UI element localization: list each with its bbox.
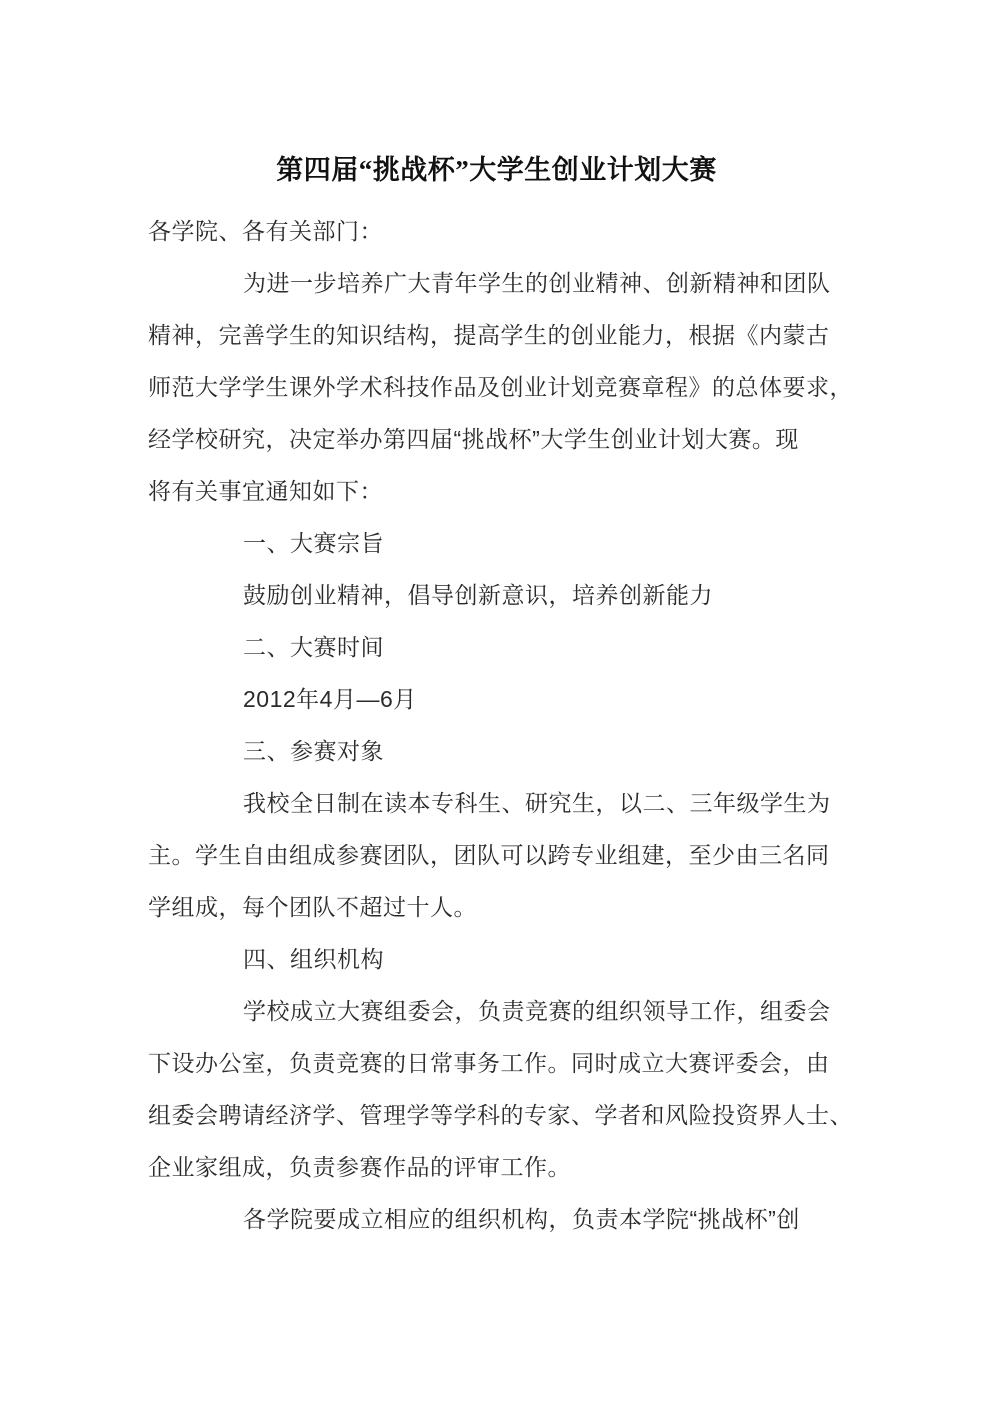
text-line: 组委会聘请经济学、管理学等学科的专家、学者和风险投资界人士、 <box>148 1102 853 1128</box>
section-heading-1: 一、大赛宗旨 <box>243 530 384 556</box>
text-line: 下设办公室，负责竞赛的日常事务工作。同时成立大赛评委会，由 <box>148 1050 830 1076</box>
text-line: 将有关事宜通知如下： <box>148 478 383 504</box>
text-line: 精神，完善学生的知识结构，提高学生的创业能力，根据《内蒙古 <box>148 322 830 348</box>
text-line: 我校全日制在读本专科生、研究生，以二、三年级学生为 <box>243 790 831 816</box>
text-line: 鼓励创业精神，倡导创新意识，培养创新能力 <box>243 582 713 608</box>
text-line: 为进一步培养广大青年学生的创业精神、创新精神和团队 <box>243 270 831 296</box>
text-line: 各学院要成立相应的组织机构，负责本学院“挑战杯”创 <box>243 1206 800 1232</box>
text-line: 主。学生自由组成参赛团队，团队可以跨专业组建，至少由三名同 <box>148 842 830 868</box>
text-line: 经学校研究，决定举办第四届“挑战杯”大学生创业计划大赛。现 <box>148 426 799 452</box>
text-line: 学校成立大赛组委会，负责竞赛的组织领导工作，组委会 <box>243 998 831 1024</box>
section-heading-4: 四、组织机构 <box>243 946 384 972</box>
section-heading-3: 三、参赛对象 <box>243 738 384 764</box>
text-line-date: 2012年4月—6月 <box>243 686 417 712</box>
text-line: 师范大学学生课外学术科技作品及创业计划竞赛章程》的总体要求， <box>148 374 853 400</box>
document-title: 第四届“挑战杯”大学生创业计划大赛 <box>276 155 717 185</box>
text-line-salutation: 各学院、各有关部门： <box>148 218 383 244</box>
section-heading-2: 二、大赛时间 <box>243 634 384 660</box>
text-line: 学组成，每个团队不超过十人。 <box>148 894 477 920</box>
document-body <box>148 205 853 1245</box>
text-line: 企业家组成，负责参赛作品的评审工作。 <box>148 1154 571 1180</box>
